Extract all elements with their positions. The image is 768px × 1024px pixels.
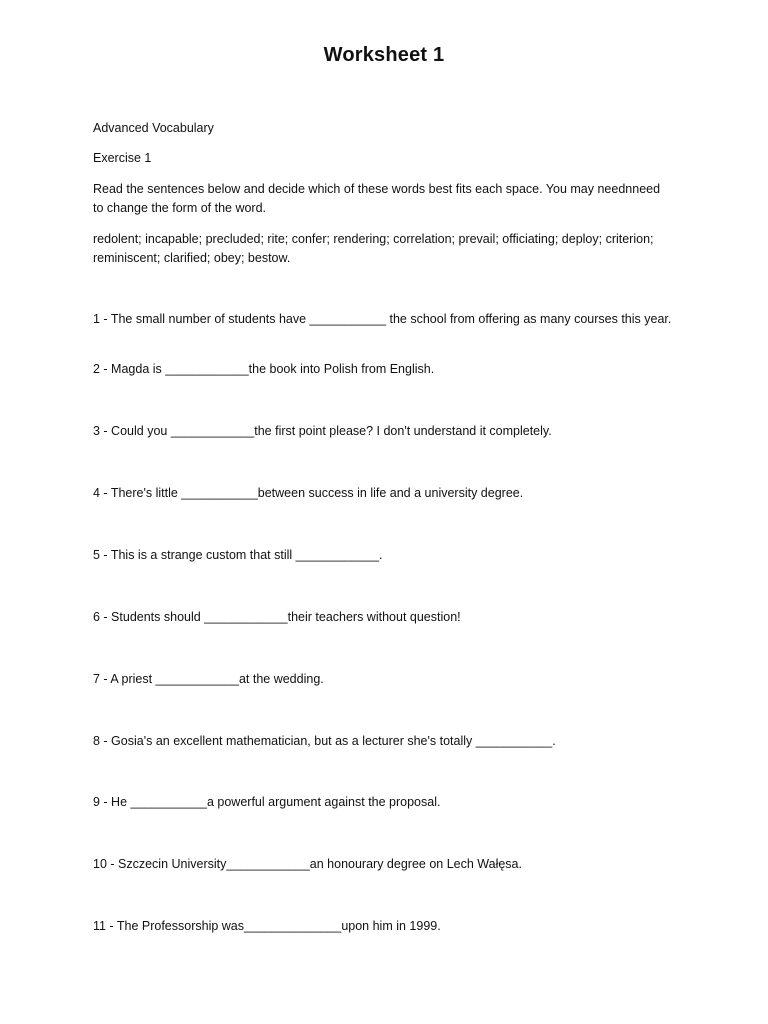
question-item: 1 - The small number of students have ___________ the school from offering as many courses this year.	[93, 312, 672, 326]
question-item: 3 - Could you ____________the first point please? I don't understand it completely.	[93, 424, 552, 438]
question-item: 2 - Magda is ____________the book into Polish from English.	[93, 362, 435, 376]
question-item: 5 - This is a strange custom that still ____________.	[93, 548, 383, 562]
page-title: Worksheet 1	[323, 44, 445, 66]
exercise-label: Exercise 1	[93, 151, 152, 165]
question-item: 7 - A priest ____________at the wedding.	[93, 672, 324, 686]
instructions-text: Read the sentences below and decide which of these words best fits each space. You may neednneed to change the form of the word.	[93, 182, 661, 215]
question-item: 8 - Gosia's an excellent mathematician, but as a lecturer she's totally ___________.	[93, 734, 556, 748]
question-item: 10 - Szczecin University____________an honourary degree on Lech Wałęsa.	[93, 857, 522, 871]
question-item: 4 - There's little ___________between success in life and a university degree.	[93, 486, 524, 500]
question-item: 11 - The Professorship was______________upon him in 1999.	[93, 919, 441, 933]
subheading: Advanced Vocabulary	[93, 121, 214, 135]
word-list: redolent; incapable; precluded; rite; confer; rendering; correlation; prevail; officiating; deploy; criterion; reminiscent; clarified; obey; bestow.	[93, 232, 654, 265]
question-item: 6 - Students should ____________their teachers without question!	[93, 610, 461, 624]
question-item: 9 - He ___________a powerful argument against the proposal.	[93, 795, 441, 809]
